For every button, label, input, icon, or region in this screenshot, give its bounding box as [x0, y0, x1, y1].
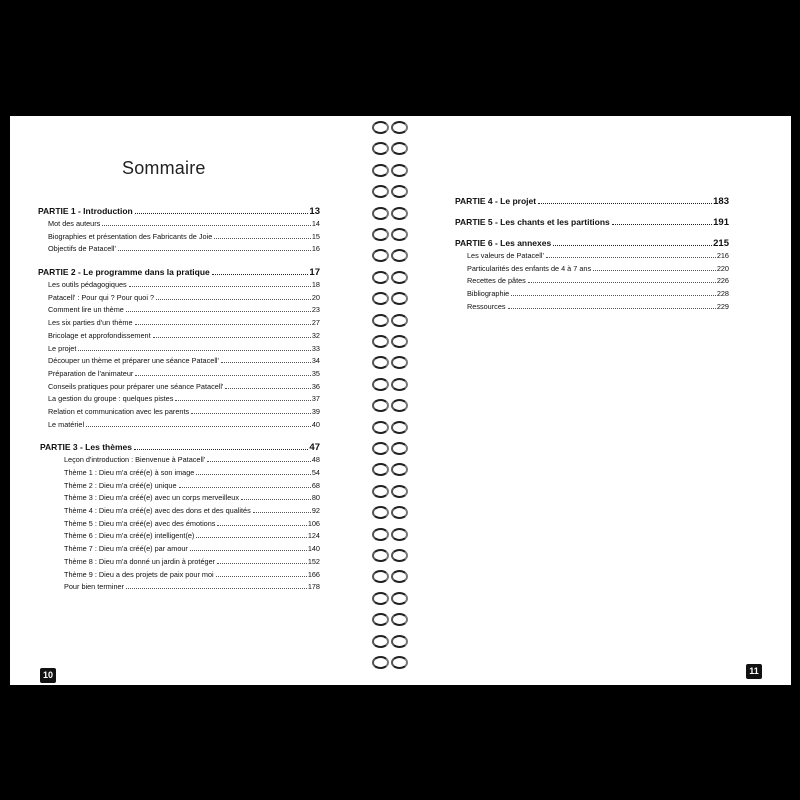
toc-entry [38, 382, 320, 395]
toc-part-title: PARTIE 4 - Le projet [455, 196, 537, 206]
spiral-ring [366, 589, 410, 603]
toc-entry-page: 228 [716, 289, 729, 299]
spiral-ring [366, 246, 410, 260]
toc-entry [38, 356, 320, 369]
toc-part-page: 183 [713, 196, 729, 207]
toc-entry-title: Thème 9 : Dieu a des projets de paix pour moi [64, 569, 214, 579]
dot-leader [553, 245, 712, 246]
spiral-ring [366, 460, 410, 474]
dot-leader [118, 250, 311, 251]
spiral-ring [366, 546, 410, 560]
page-number-left: 10 [40, 668, 56, 683]
toc-entry-title: Thème 5 : Dieu m'a créé(e) avec des émotions [64, 518, 216, 528]
dot-leader [129, 286, 311, 287]
toc-part-title: PARTIE 2 - Le programme dans la pratique [38, 267, 210, 278]
toc-entry-page: 34 [311, 356, 320, 366]
toc-entry-page: 35 [311, 368, 320, 378]
toc-entry-page: 54 [311, 468, 320, 477]
toc-entry-page: 216 [716, 251, 729, 260]
toc-part [38, 442, 320, 595]
toc-entry-title: Thème 7 : Dieu m'a créé(e) par amour [64, 544, 188, 554]
toc-part-title: PARTIE 3 - Les thèmes [40, 442, 132, 453]
toc-entry-title: Ressources [467, 301, 506, 311]
toc-part [455, 238, 729, 314]
spiral-ring [366, 439, 410, 453]
toc-entry-title: Thème 1 : Dieu m'a créé(e) à son image [64, 468, 195, 477]
toc-part-heading [38, 267, 320, 280]
toc-entry [455, 289, 729, 302]
toc-entry-title: Patacell' : Pour qui ? Pour quoi ? [48, 292, 155, 302]
spiral-ring [366, 332, 410, 346]
toc-entry-title: Bricolage et approfondissement [48, 330, 151, 340]
spiral-ring [366, 610, 410, 624]
toc-entry [38, 293, 320, 306]
dot-leader [86, 426, 311, 427]
toc-entry-page: 15 [311, 231, 320, 241]
toc-entry-title: Leçon d'introduction : Bienvenue à Patacell' [64, 455, 206, 465]
spiral-binding [362, 116, 414, 685]
toc-entry [38, 219, 320, 232]
spiral-ring [366, 268, 410, 282]
toc-part-page: 47 [309, 442, 320, 454]
dot-leader [225, 388, 310, 389]
toc-entry-title: Objectifs de Patacell' [48, 244, 116, 254]
toc-entry-title: Bibliographie [467, 289, 510, 299]
spiral-ring [366, 418, 410, 432]
toc-entry-title: Mot des auteurs [48, 219, 101, 228]
dot-leader [153, 337, 311, 338]
toc-part-page: 215 [713, 238, 729, 249]
spiral-ring [366, 161, 410, 175]
toc-entry [38, 344, 320, 357]
toc-entry-title: Particularités des enfants de 4 à 7 ans [467, 263, 592, 273]
toc-entry-title: Thème 6 : Dieu m'a créé(e) intelligent(e) [64, 531, 195, 541]
dot-leader [214, 238, 311, 239]
dot-leader [179, 487, 311, 488]
toc-entry [38, 519, 320, 532]
dot-leader [212, 274, 309, 275]
dot-leader [78, 350, 310, 351]
toc-part-heading [38, 442, 320, 455]
toc-entry-page: 80 [311, 493, 320, 503]
dot-leader [593, 270, 716, 271]
spiral-ring [366, 482, 410, 496]
toc-part-page: 17 [309, 267, 320, 279]
toc-part [455, 196, 729, 209]
toc-entry-title: Thème 4 : Dieu m'a créé(e) avec des dons et des qualités [64, 506, 251, 516]
toc-part-heading [455, 217, 729, 230]
toc-part-page: 191 [713, 217, 729, 228]
toc-entry [38, 244, 320, 257]
dot-leader [190, 550, 307, 551]
toc-entry-page: 178 [307, 582, 320, 592]
toc-entry [38, 468, 320, 481]
toc-entry [38, 557, 320, 570]
spiral-ring [366, 653, 410, 667]
toc-entry-page: 39 [311, 406, 320, 416]
toc-entry-title: Les six parties d'un thème [48, 318, 133, 328]
dot-leader [538, 203, 712, 204]
toc-part-heading [455, 196, 729, 209]
toc-part-title: PARTIE 1 - Introduction [38, 206, 133, 216]
dot-leader [175, 400, 311, 401]
dot-leader [196, 537, 306, 538]
toc-right-page [455, 196, 729, 314]
toc-entry-page: 33 [311, 343, 320, 353]
dot-leader [217, 525, 306, 526]
spiral-ring [366, 204, 410, 218]
toc-entry-page: 27 [311, 318, 320, 328]
dot-leader [135, 213, 309, 214]
toc-entry [38, 481, 320, 494]
toc-entry [38, 232, 320, 245]
toc-entry-title: Comment lire un thème [48, 305, 124, 315]
toc-part-title: PARTIE 6 - Les annexes [455, 238, 552, 248]
toc-entry-page: 16 [311, 244, 320, 254]
dot-leader [217, 563, 307, 564]
spiral-ring [366, 396, 410, 410]
spiral-ring [366, 289, 410, 303]
dot-leader [216, 576, 307, 577]
toc-entry-title: La gestion du groupe : quelques pistes [48, 394, 174, 404]
toc-entry [38, 493, 320, 506]
dot-leader [207, 461, 311, 462]
toc-entry-page: 32 [311, 330, 320, 340]
toc-part-heading [455, 238, 729, 251]
spiral-ring [366, 353, 410, 367]
toc-entry [455, 251, 729, 264]
toc-entry [38, 420, 320, 433]
spiral-ring [366, 567, 410, 581]
toc-entry-title: Les valeurs de Patacell' [467, 251, 544, 260]
dot-leader [191, 413, 311, 414]
toc-part-title: PARTIE 5 - Les chants et les partitions [455, 217, 610, 227]
toc-entry-page: 124 [307, 531, 320, 541]
dot-leader [135, 375, 311, 376]
toc-entry [455, 302, 729, 315]
page-title: Sommaire [122, 158, 206, 179]
toc-entry-page: 229 [716, 301, 729, 311]
spiral-ring [366, 525, 410, 539]
toc-entry [38, 506, 320, 519]
spiral-ring [366, 311, 410, 325]
toc-entry-page: 14 [311, 219, 320, 228]
toc-entry-page: 106 [307, 518, 320, 528]
toc-entry [38, 531, 320, 544]
spiral-ring [366, 632, 410, 646]
spiral-ring [366, 182, 410, 196]
toc-entry-title: Biographies et présentation des Fabricants de Joie [48, 231, 213, 241]
toc-entry-title: Le projet [48, 343, 77, 353]
toc-entry-page: 220 [716, 263, 729, 273]
dot-leader [612, 224, 712, 225]
dot-leader [511, 295, 716, 296]
toc-entry-title: Découper un thème et préparer une séance Patacell' [48, 356, 219, 366]
dot-leader [135, 324, 311, 325]
spiral-ring [366, 139, 410, 153]
toc-entry-title: Conseils pratiques pour préparer une séance Patacell' [48, 381, 224, 391]
toc-entry-page: 152 [307, 556, 320, 566]
toc-entry [38, 280, 320, 293]
toc-entry-page: 226 [716, 276, 729, 286]
dot-leader [528, 282, 716, 283]
toc-entry-page: 37 [311, 394, 320, 404]
toc-entry-page: 20 [311, 292, 320, 302]
toc-entry-page: 36 [311, 381, 320, 391]
dot-leader [126, 311, 311, 312]
toc-part-heading [38, 206, 320, 219]
toc-entry-page: 40 [311, 419, 320, 429]
toc-entry-title: Recettes de pâtes [467, 276, 526, 286]
dot-leader [253, 512, 311, 513]
spiral-ring [366, 118, 410, 132]
toc-entry [38, 544, 320, 557]
toc-entry [38, 582, 320, 595]
toc-entry [38, 394, 320, 407]
toc-entry-title: Thème 8 : Dieu m'a donné un jardin à protéger [64, 556, 216, 566]
toc-entry-page: 166 [307, 569, 320, 579]
toc-entry [38, 318, 320, 331]
toc-entry-page: 18 [311, 280, 320, 290]
dot-leader [156, 299, 311, 300]
dot-leader [196, 474, 311, 475]
toc-entry [38, 570, 320, 583]
toc-part [38, 267, 320, 432]
toc-entry [38, 331, 320, 344]
toc-entry-page: 140 [307, 544, 320, 554]
toc-entry-page: 23 [311, 305, 320, 315]
toc-entry-title: Relation et communication avec les parents [48, 406, 190, 416]
dot-leader [508, 308, 716, 309]
dot-leader [546, 257, 716, 258]
spiral-ring [366, 503, 410, 517]
dot-leader [102, 225, 311, 226]
spiral-ring [366, 375, 410, 389]
toc-entry-title: Les outils pédagogiques [48, 280, 127, 290]
spiral-ring [366, 225, 410, 239]
toc-part [38, 206, 320, 257]
dot-leader [134, 449, 308, 450]
toc-entry [455, 276, 729, 289]
toc-entry-title: Thème 3 : Dieu m'a créé(e) avec un corps merveilleux [64, 493, 239, 503]
toc-entry-title: Pour bien terminer [64, 582, 125, 592]
toc-part-page: 13 [309, 206, 320, 217]
toc-entry-title: Le matériel [48, 419, 85, 429]
toc-entry [38, 305, 320, 318]
toc-entry [38, 407, 320, 420]
toc-entry [455, 264, 729, 277]
toc-entry-page: 92 [311, 506, 320, 516]
dot-leader [241, 499, 311, 500]
toc-entry-title: Thème 2 : Dieu m'a créé(e) unique [64, 480, 177, 490]
toc-left-page [38, 206, 320, 595]
page-number-right: 11 [746, 664, 762, 679]
toc-entry-title: Préparation de l'animateur [48, 368, 134, 378]
dot-leader [126, 588, 307, 589]
toc-part [455, 217, 729, 230]
toc-entry [38, 369, 320, 382]
dot-leader [221, 362, 311, 363]
toc-entry [38, 455, 320, 468]
toc-entry-page: 48 [311, 455, 320, 465]
toc-entry-page: 68 [311, 480, 320, 490]
